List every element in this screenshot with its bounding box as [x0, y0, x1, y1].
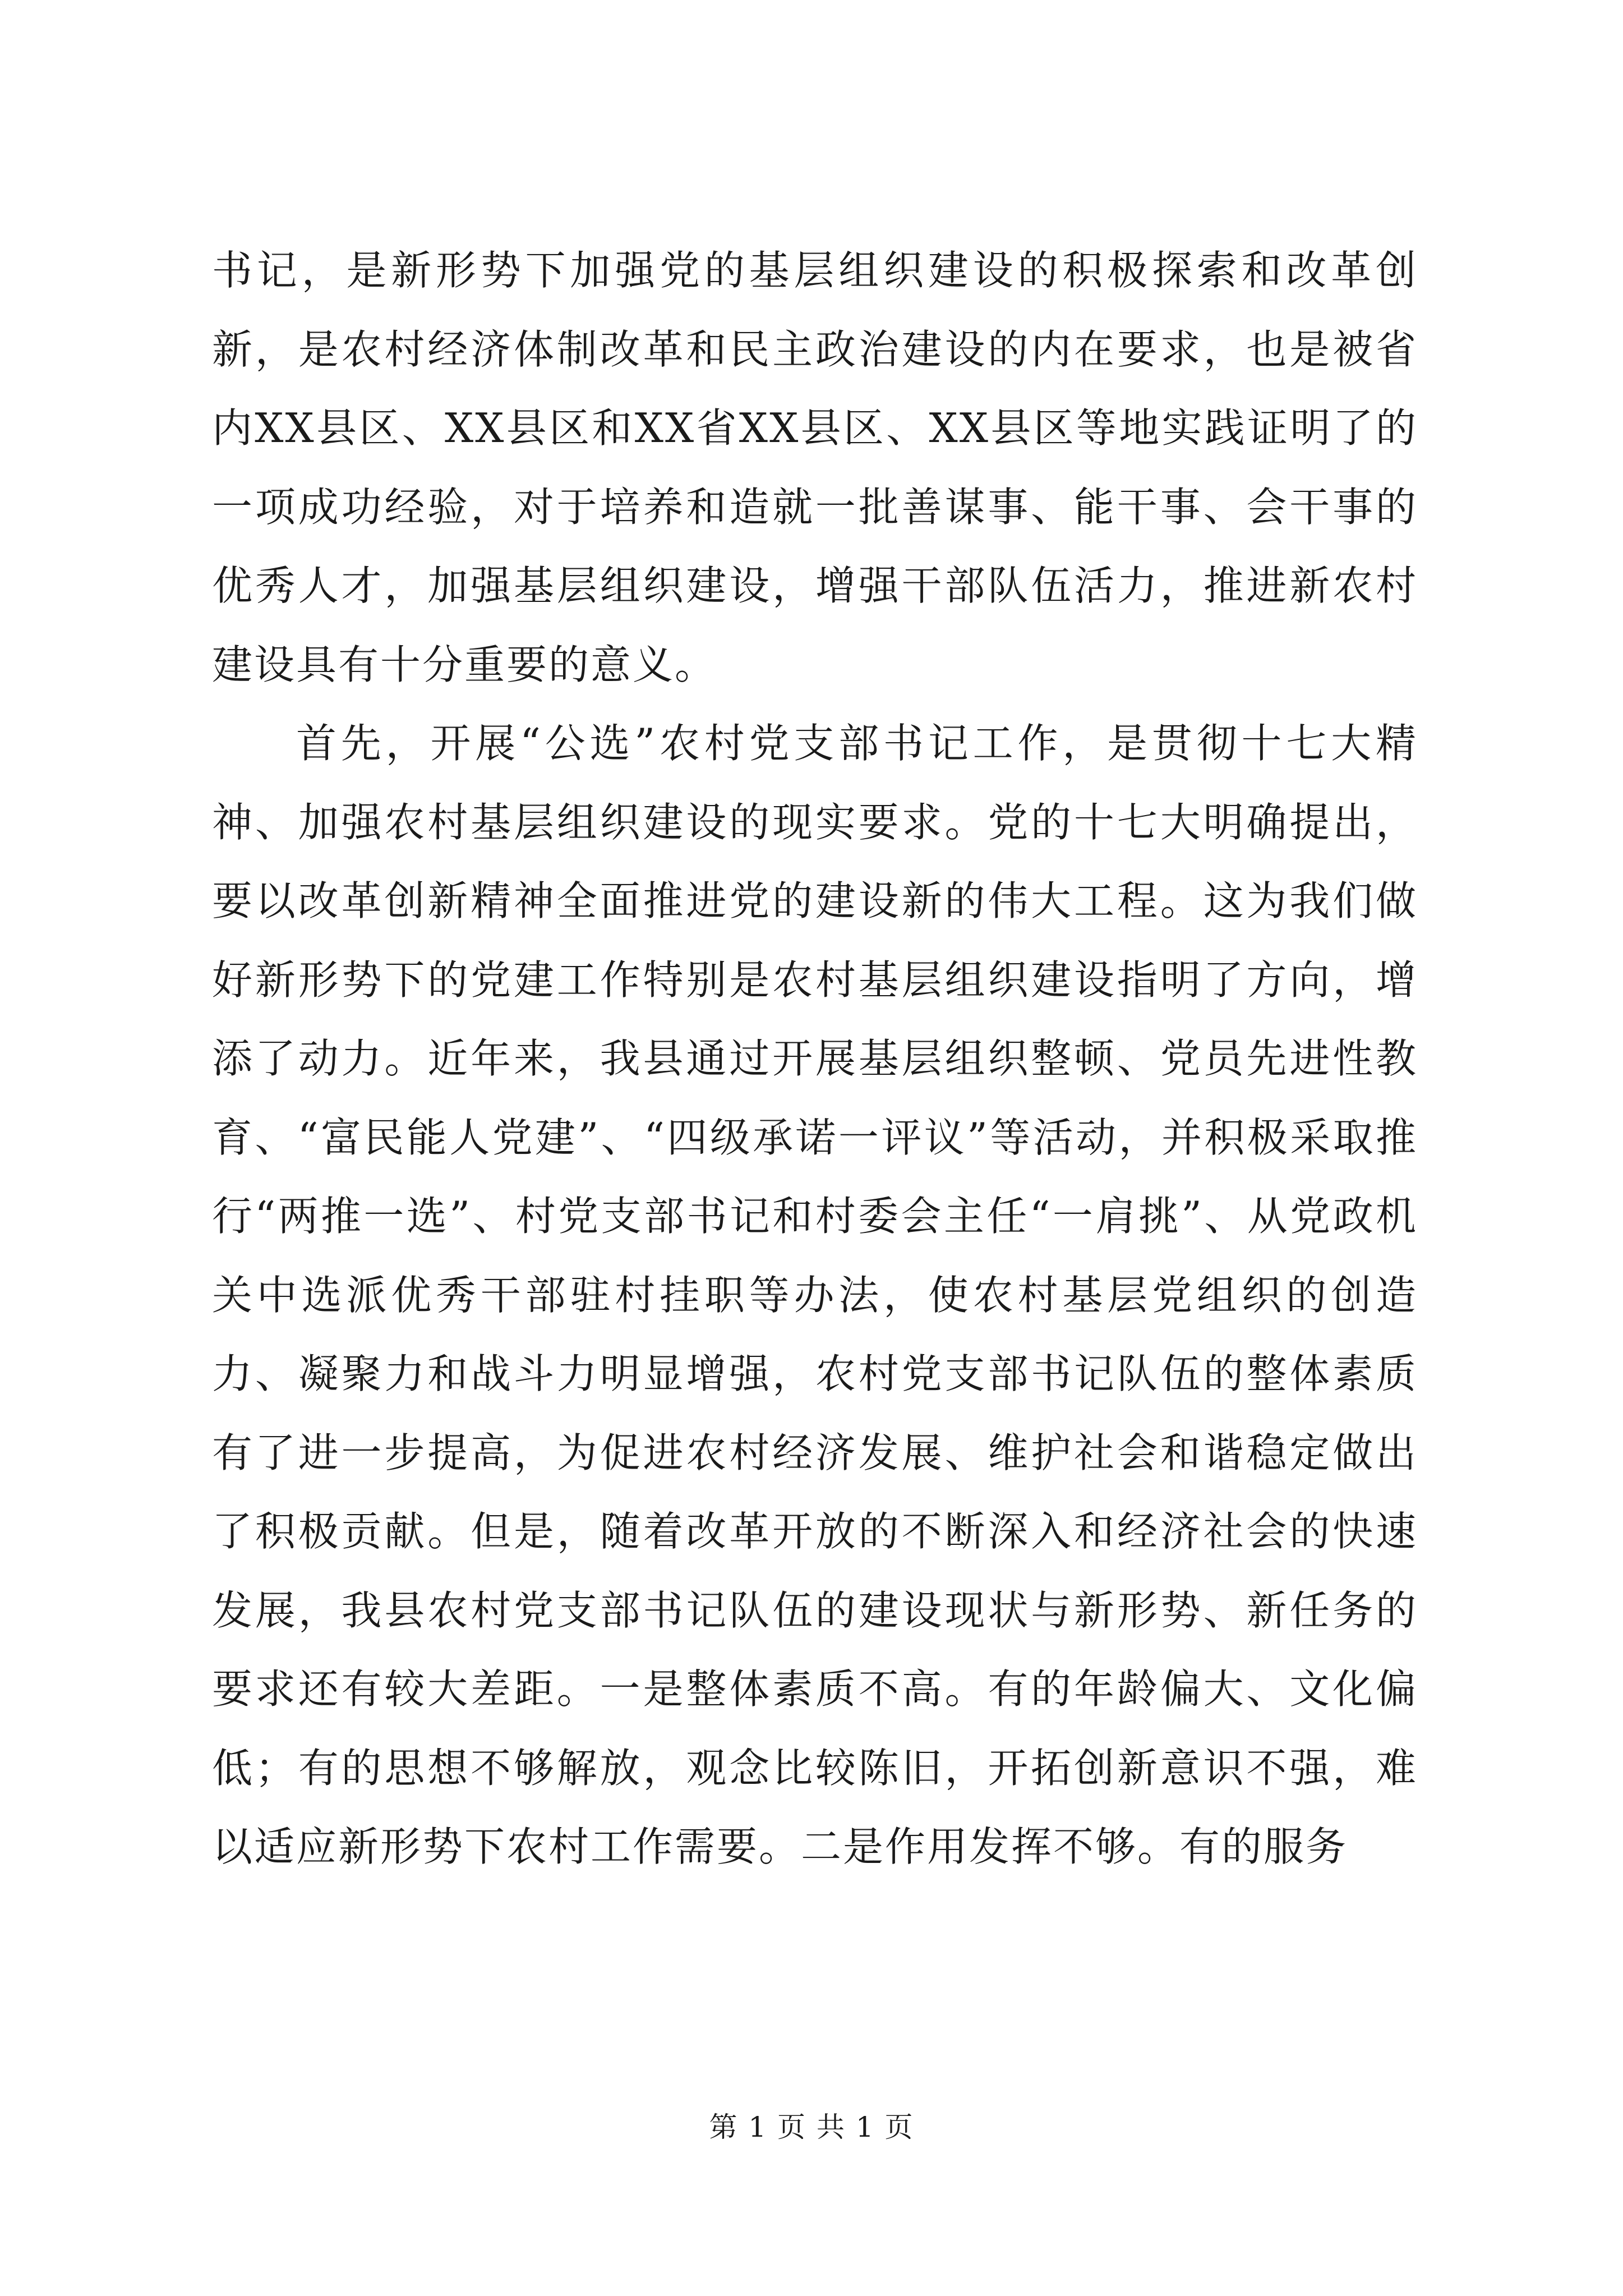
paragraph-2: 首先，开展“公选”农村党支部书记工作，是贯彻十七大精神、加强农村基层组织建设的现实要求。党的十七大明确提出，要以改革创新精神全面推进党的建设新的伟大工程。这为我们做好新形势下的党建工作特别是农村基层组织建设指明了方向，增添了动力。近年来，我县通过开展基层组织整顿、党员先进性教育、“富民能人党建”、“四级承诺一评议”等活动，并积极采取推行“两推一选”、村党支部书记和村委会主任“一肩挑”、从党政机关中选派优秀干部驻村挂职等办法，使农村基层党组织的创造力、凝聚力和战斗力明显增强，农村党支部书记队伍的整体素质有了进一步提高，为促进农村经济发展、维护社会和谐稳定做出了积极贡献。但是，随着改革开放的不断深入和经济社会的快速发展，我县农村党支部书记队伍的建设现状与新形势、新任务的要求还有较大差距。一是整体素质不高。有的年龄偏大、文化偏低；有的思想不够解放，观念比较陈旧，开拓创新意识不强，难以适应新形势下农村工作需要。二是作用发挥不够。有的服务: [212, 720, 1418, 1870]
page-footer: 第 1 页 共 1 页: [709, 2111, 914, 2143]
document-body: [212, 231, 1418, 1887]
paragraph-1: 书记，是新形势下加强党的基层组织建设的积极探索和改革创新，是农村经济体制改革和民主政治建设的内在要求，也是被省内XX县区、XX县区和XX省XX县区、XX县区等地实践证明了的一项成功经验，对于培养和造就一批善谋事、能干事、会干事的优秀人才，加强基层组织建设，增强干部队伍活力，推进新农村建设具有十分重要的意义。: [212, 247, 1418, 688]
